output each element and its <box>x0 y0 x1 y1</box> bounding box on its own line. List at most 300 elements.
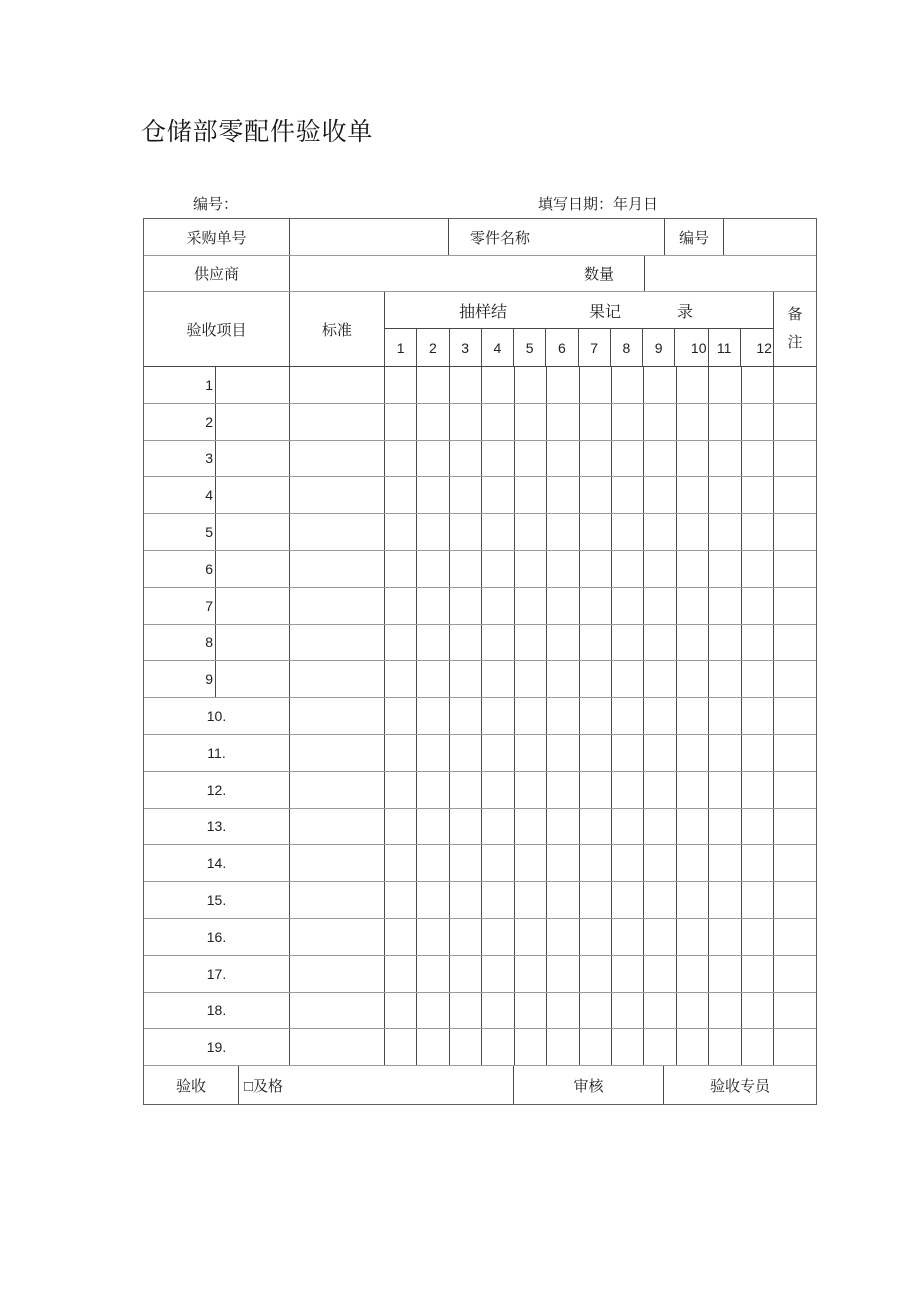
sample-result-cell[interactable] <box>611 735 643 771</box>
sample-result-cell[interactable] <box>708 735 740 771</box>
sample-result-cell[interactable] <box>741 477 773 513</box>
sample-result-cell[interactable] <box>741 551 773 587</box>
sample-result-cell[interactable] <box>579 772 611 808</box>
sample-result-cell[interactable] <box>385 772 416 808</box>
sample-result-cell[interactable] <box>643 956 675 992</box>
sample-result-cell[interactable] <box>449 993 481 1029</box>
remark-value-cell[interactable] <box>773 735 816 771</box>
pass-checkbox-cell[interactable] <box>238 1066 513 1104</box>
sample-result-cell[interactable] <box>416 882 448 918</box>
supplier-value-cell[interactable] <box>289 256 644 291</box>
sample-result-cell[interactable] <box>643 845 675 881</box>
item-name-cell[interactable] <box>215 661 289 697</box>
sample-result-cell[interactable] <box>481 588 513 624</box>
remark-value-cell[interactable] <box>773 882 816 918</box>
sample-result-cell[interactable] <box>449 919 481 955</box>
sample-result-cell[interactable] <box>676 772 708 808</box>
standard-value-cell[interactable] <box>289 919 384 955</box>
remark-value-cell[interactable] <box>773 661 816 697</box>
sample-result-cell[interactable] <box>579 1029 611 1065</box>
sample-result-cell[interactable] <box>416 514 448 550</box>
sample-result-cell[interactable] <box>481 882 513 918</box>
remark-value-cell[interactable] <box>773 845 816 881</box>
sample-result-cell[interactable] <box>676 845 708 881</box>
standard-value-cell[interactable] <box>289 772 384 808</box>
sample-result-cell[interactable] <box>385 735 416 771</box>
sample-result-cell[interactable] <box>643 625 675 661</box>
sample-result-cell[interactable] <box>514 1029 546 1065</box>
sample-result-cell[interactable] <box>676 625 708 661</box>
sample-result-cell[interactable] <box>676 514 708 550</box>
sample-result-cell[interactable] <box>643 809 675 845</box>
sample-col-header-3: 3 <box>449 329 481 366</box>
fill-date-label: 填写日期：年月日 <box>538 197 659 213</box>
sample-result-cell[interactable] <box>643 919 675 955</box>
sample-result-cell[interactable] <box>741 698 773 734</box>
sample-result-cell[interactable] <box>676 404 708 440</box>
sample-result-cell[interactable] <box>741 588 773 624</box>
sample-result-cell[interactable] <box>741 661 773 697</box>
sample-result-cell[interactable] <box>449 588 481 624</box>
sample-result-cell[interactable] <box>449 477 481 513</box>
sample-col-header-9: 9 <box>642 329 674 366</box>
sample-result-cell[interactable] <box>741 404 773 440</box>
sample-result-cell[interactable] <box>385 441 416 477</box>
sample-result-cell[interactable] <box>546 919 578 955</box>
pass-checkbox-option[interactable]: □及格 <box>244 1078 284 1095</box>
sample-result-cell[interactable] <box>741 367 773 403</box>
sample-result-cell[interactable] <box>514 441 546 477</box>
sample-result-cell[interactable] <box>579 661 611 697</box>
standard-value-cell[interactable] <box>289 367 384 403</box>
sample-result-cell[interactable] <box>643 551 675 587</box>
sample-result-cell[interactable] <box>579 514 611 550</box>
sample-result-cell[interactable] <box>514 735 546 771</box>
sample-result-cell[interactable] <box>579 441 611 477</box>
standard-value-cell[interactable] <box>289 882 384 918</box>
sample-result-cell[interactable] <box>708 845 740 881</box>
sample-result-cell[interactable] <box>643 588 675 624</box>
sample-result-cell[interactable] <box>676 441 708 477</box>
sample-result-cell[interactable] <box>708 477 740 513</box>
sample-result-cell[interactable] <box>385 625 416 661</box>
sample-result-cell[interactable] <box>643 772 675 808</box>
sample-result-cell[interactable] <box>546 993 578 1029</box>
sample-result-cell[interactable] <box>676 551 708 587</box>
standard-value-cell[interactable] <box>289 477 384 513</box>
sample-result-cell[interactable] <box>416 1029 448 1065</box>
sample-result-cell[interactable] <box>416 809 448 845</box>
sample-result-cell[interactable] <box>741 993 773 1029</box>
sample-result-cell[interactable] <box>579 845 611 881</box>
sample-result-cell[interactable] <box>514 882 546 918</box>
remark-value-cell[interactable] <box>773 514 816 550</box>
sample-result-cell[interactable] <box>416 625 448 661</box>
remark-value-cell[interactable] <box>773 1029 816 1065</box>
sample-result-cell[interactable] <box>611 993 643 1029</box>
sample-result-cell[interactable] <box>481 772 513 808</box>
sample-result-cell[interactable] <box>579 735 611 771</box>
standard-value-cell[interactable] <box>289 661 384 697</box>
sample-result-cell[interactable] <box>416 735 448 771</box>
sample-result-cell[interactable] <box>416 588 448 624</box>
standard-value-cell[interactable] <box>289 993 384 1029</box>
sample-result-cell[interactable] <box>546 441 578 477</box>
sample-result-cell[interactable] <box>708 698 740 734</box>
sample-result-cell[interactable] <box>481 514 513 550</box>
sample-result-cell[interactable] <box>546 956 578 992</box>
sample-result-cell[interactable] <box>514 956 546 992</box>
sample-result-cell[interactable] <box>708 441 740 477</box>
standard-value-cell[interactable] <box>289 404 384 440</box>
sample-result-cell[interactable] <box>385 514 416 550</box>
sample-result-cell[interactable] <box>546 882 578 918</box>
sample-result-cell[interactable] <box>481 956 513 992</box>
sample-result-cell[interactable] <box>385 404 416 440</box>
sample-result-cell[interactable] <box>514 367 546 403</box>
part-no-value-cell[interactable] <box>723 219 816 255</box>
sample-result-cell[interactable] <box>546 809 578 845</box>
sample-result-cell[interactable] <box>611 514 643 550</box>
sample-result-cell[interactable] <box>416 441 448 477</box>
item-row-3 <box>144 440 816 477</box>
sample-result-cell[interactable] <box>546 661 578 697</box>
sample-result-cell[interactable] <box>385 882 416 918</box>
remark-value-cell[interactable] <box>773 588 816 624</box>
item-name-cell[interactable] <box>215 477 289 513</box>
sample-result-cell[interactable] <box>514 772 546 808</box>
sample-result-cell[interactable] <box>546 1029 578 1065</box>
sample-result-cell[interactable] <box>514 625 546 661</box>
sample-result-cell[interactable] <box>514 661 546 697</box>
sample-result-cell[interactable] <box>546 772 578 808</box>
sample-result-cell[interactable] <box>643 404 675 440</box>
sample-result-cell[interactable] <box>579 588 611 624</box>
sample-result-cell[interactable] <box>741 919 773 955</box>
remark-value-cell[interactable] <box>773 772 816 808</box>
sample-result-cell[interactable] <box>514 514 546 550</box>
sample-result-cell[interactable] <box>643 441 675 477</box>
sample-result-cell[interactable] <box>449 367 481 403</box>
sample-result-cell[interactable] <box>385 367 416 403</box>
sample-result-cell[interactable] <box>449 845 481 881</box>
purchase-order-value-cell[interactable] <box>289 219 448 255</box>
sample-result-cell[interactable] <box>643 993 675 1029</box>
sample-result-cell[interactable] <box>611 477 643 513</box>
sample-result-cell[interactable] <box>676 882 708 918</box>
sample-result-cell[interactable] <box>676 956 708 992</box>
sample-result-cell[interactable] <box>643 735 675 771</box>
sample-result-cell[interactable] <box>611 1029 643 1065</box>
sample-result-cell[interactable] <box>385 809 416 845</box>
sample-result-cell[interactable] <box>416 367 448 403</box>
sample-result-cell[interactable] <box>416 919 448 955</box>
item-number-cell: 2 <box>205 413 213 430</box>
sample-result-cell[interactable] <box>741 1029 773 1065</box>
sample-result-cell[interactable] <box>546 367 578 403</box>
sample-result-cell[interactable] <box>514 993 546 1029</box>
sample-result-cell[interactable] <box>676 477 708 513</box>
sample-result-cell[interactable] <box>708 772 740 808</box>
sample-result-cell[interactable] <box>708 661 740 697</box>
sampling-record-header-group <box>384 292 773 366</box>
sample-result-cell[interactable] <box>611 588 643 624</box>
sample-result-cell[interactable] <box>514 809 546 845</box>
sample-result-cell[interactable] <box>611 698 643 734</box>
sample-result-cell[interactable] <box>611 956 643 992</box>
sample-result-cell[interactable] <box>611 809 643 845</box>
item-name-cell[interactable] <box>215 367 289 403</box>
sample-result-cell[interactable] <box>546 845 578 881</box>
standard-value-cell[interactable] <box>289 441 384 477</box>
item-number-cell: 11. <box>207 744 226 761</box>
sample-result-cell[interactable] <box>546 588 578 624</box>
sample-result-cell[interactable] <box>708 514 740 550</box>
sample-result-cell[interactable] <box>481 625 513 661</box>
sample-results-group <box>384 735 773 771</box>
sample-result-cell[interactable] <box>643 661 675 697</box>
sample-result-cell[interactable] <box>741 772 773 808</box>
sample-result-cell[interactable] <box>546 735 578 771</box>
item-name-cell[interactable] <box>215 404 289 440</box>
sample-result-cell[interactable] <box>385 1029 416 1065</box>
sample-result-cell[interactable] <box>708 809 740 845</box>
table-header-row <box>144 291 816 366</box>
standard-value-cell[interactable] <box>289 845 384 881</box>
sample-result-cell[interactable] <box>449 698 481 734</box>
sample-result-cell[interactable] <box>416 661 448 697</box>
sample-result-cell[interactable] <box>579 404 611 440</box>
sample-result-cell[interactable] <box>741 441 773 477</box>
sample-result-cell[interactable] <box>676 661 708 697</box>
sample-result-cell[interactable] <box>579 477 611 513</box>
standard-value-cell[interactable] <box>289 514 384 550</box>
sample-result-cell[interactable] <box>741 625 773 661</box>
sample-result-cell[interactable] <box>481 698 513 734</box>
sample-result-cell[interactable] <box>546 625 578 661</box>
sample-result-cell[interactable] <box>708 588 740 624</box>
sample-result-cell[interactable] <box>481 477 513 513</box>
remark-value-cell[interactable] <box>773 698 816 734</box>
sample-result-cell[interactable] <box>546 551 578 587</box>
info-row-1 <box>144 219 816 255</box>
sample-result-cell[interactable] <box>676 367 708 403</box>
standard-value-cell[interactable] <box>289 1029 384 1065</box>
standard-value-cell[interactable] <box>289 956 384 992</box>
sample-result-cell[interactable] <box>416 477 448 513</box>
remark-value-cell[interactable] <box>773 404 816 440</box>
sample-result-cell[interactable] <box>385 588 416 624</box>
sample-result-cell[interactable] <box>385 919 416 955</box>
sample-result-cell[interactable] <box>416 956 448 992</box>
sample-result-cell[interactable] <box>741 956 773 992</box>
sample-result-cell[interactable] <box>481 1029 513 1065</box>
standard-value-cell[interactable] <box>289 625 384 661</box>
remark-value-cell[interactable] <box>773 956 816 992</box>
sample-result-cell[interactable] <box>579 956 611 992</box>
sample-result-cell[interactable] <box>385 477 416 513</box>
standard-value-cell[interactable] <box>289 551 384 587</box>
sample-result-cell[interactable] <box>579 993 611 1029</box>
standard-value-cell[interactable] <box>289 735 384 771</box>
sample-result-cell[interactable] <box>676 993 708 1029</box>
item-name-cell[interactable] <box>215 441 289 477</box>
sample-result-cell[interactable] <box>708 551 740 587</box>
sample-result-cell[interactable] <box>449 661 481 697</box>
standard-value-cell[interactable] <box>289 809 384 845</box>
sample-result-cell[interactable] <box>579 882 611 918</box>
item-number-cell: 9 <box>205 671 213 688</box>
quantity-value-cell[interactable] <box>644 256 816 291</box>
sample-result-cell[interactable] <box>514 588 546 624</box>
sample-result-cell[interactable] <box>481 735 513 771</box>
sample-result-cell[interactable] <box>708 367 740 403</box>
sample-result-cell[interactable] <box>514 404 546 440</box>
item-number-cell: 15. <box>206 892 227 909</box>
remark-value-cell[interactable] <box>773 919 816 955</box>
sample-result-cell[interactable] <box>611 661 643 697</box>
sample-result-cell[interactable] <box>579 625 611 661</box>
sample-result-cell[interactable] <box>449 441 481 477</box>
sample-result-cell[interactable] <box>449 809 481 845</box>
sample-result-cell[interactable] <box>676 698 708 734</box>
sample-result-cell[interactable] <box>514 551 546 587</box>
sample-result-cell[interactable] <box>676 735 708 771</box>
sample-result-cell[interactable] <box>449 551 481 587</box>
sample-result-cell[interactable] <box>481 661 513 697</box>
sample-result-cell[interactable] <box>741 514 773 550</box>
sample-result-cell[interactable] <box>449 735 481 771</box>
remark-value-cell[interactable] <box>773 551 816 587</box>
remark-value-cell[interactable] <box>773 809 816 845</box>
sample-result-cell[interactable] <box>611 551 643 587</box>
sample-result-cell[interactable] <box>579 551 611 587</box>
sample-result-cell[interactable] <box>708 956 740 992</box>
sample-result-cell[interactable] <box>579 809 611 845</box>
remark-value-cell[interactable] <box>773 477 816 513</box>
remark-value-cell[interactable] <box>773 993 816 1029</box>
sample-result-cell[interactable] <box>449 1029 481 1065</box>
sample-result-cell[interactable] <box>643 882 675 918</box>
part-name-label-cell[interactable] <box>448 219 664 255</box>
sample-result-cell[interactable] <box>611 845 643 881</box>
standard-value-cell[interactable] <box>289 588 384 624</box>
sample-result-cell[interactable] <box>385 698 416 734</box>
sample-result-cell[interactable] <box>611 772 643 808</box>
remark-value-cell[interactable] <box>773 367 816 403</box>
sample-result-cell[interactable] <box>481 809 513 845</box>
sample-result-cell[interactable] <box>741 845 773 881</box>
sample-result-cell[interactable] <box>611 625 643 661</box>
sample-result-cell[interactable] <box>579 367 611 403</box>
sample-result-cell[interactable] <box>385 661 416 697</box>
remark-value-cell[interactable] <box>773 441 816 477</box>
sample-result-cell[interactable] <box>708 993 740 1029</box>
sample-result-cell[interactable] <box>416 993 448 1029</box>
sample-result-cell[interactable] <box>643 1029 675 1065</box>
sample-result-cell[interactable] <box>385 551 416 587</box>
sample-result-cell[interactable] <box>514 919 546 955</box>
item-name-cell[interactable] <box>215 551 289 587</box>
sample-result-cell[interactable] <box>416 698 448 734</box>
sample-result-cell[interactable] <box>385 993 416 1029</box>
item-name-cell[interactable] <box>215 588 289 624</box>
sample-result-cell[interactable] <box>546 698 578 734</box>
sample-result-cell[interactable] <box>676 919 708 955</box>
sample-result-cell[interactable] <box>481 919 513 955</box>
standard-value-cell[interactable] <box>289 698 384 734</box>
sample-result-cell[interactable] <box>514 698 546 734</box>
sample-result-cell[interactable] <box>449 514 481 550</box>
sample-result-cell[interactable] <box>449 772 481 808</box>
sample-results-group <box>384 882 773 918</box>
sample-result-cell[interactable] <box>449 404 481 440</box>
sample-result-cell[interactable] <box>449 882 481 918</box>
sample-results-group <box>384 441 773 477</box>
remark-value-cell[interactable] <box>773 625 816 661</box>
sample-result-cell[interactable] <box>643 367 675 403</box>
sample-result-cell[interactable] <box>514 845 546 881</box>
sample-results-group <box>384 588 773 624</box>
sample-result-cell[interactable] <box>481 404 513 440</box>
sample-result-cell[interactable] <box>449 956 481 992</box>
sample-result-cell[interactable] <box>449 625 481 661</box>
sample-result-cell[interactable] <box>643 477 675 513</box>
sample-result-cell[interactable] <box>481 551 513 587</box>
sample-result-cell[interactable] <box>481 367 513 403</box>
sample-result-cell[interactable] <box>708 882 740 918</box>
sample-result-cell[interactable] <box>611 882 643 918</box>
sample-result-cell[interactable] <box>579 919 611 955</box>
sample-result-cell[interactable] <box>416 772 448 808</box>
sample-result-cell[interactable] <box>643 698 675 734</box>
sample-result-cell[interactable] <box>741 735 773 771</box>
sample-result-cell[interactable] <box>579 698 611 734</box>
item-number-cell: 4 <box>205 487 213 504</box>
sample-result-cell[interactable] <box>741 882 773 918</box>
sample-result-cell[interactable] <box>708 404 740 440</box>
sample-result-cell[interactable] <box>708 625 740 661</box>
sample-result-cell[interactable] <box>546 514 578 550</box>
item-name-cell[interactable] <box>215 514 289 550</box>
sample-result-cell[interactable] <box>643 514 675 550</box>
item-name-cell[interactable] <box>215 625 289 661</box>
sample-result-cell[interactable] <box>676 809 708 845</box>
sample-result-cell[interactable] <box>611 404 643 440</box>
sample-result-cell[interactable] <box>481 441 513 477</box>
sample-result-cell[interactable] <box>611 441 643 477</box>
sample-result-cell[interactable] <box>546 477 578 513</box>
sample-result-cell[interactable] <box>611 919 643 955</box>
sample-result-cell[interactable] <box>676 588 708 624</box>
sample-col-header-4: 4 <box>481 329 513 366</box>
sample-result-cell[interactable] <box>416 845 448 881</box>
sample-result-cell[interactable] <box>481 993 513 1029</box>
sample-result-cell[interactable] <box>708 1029 740 1065</box>
review-label: 审核 <box>513 1066 663 1104</box>
sample-result-cell[interactable] <box>385 845 416 881</box>
sample-result-cell[interactable] <box>416 551 448 587</box>
sample-result-cell[interactable] <box>546 404 578 440</box>
sample-result-cell[interactable] <box>708 919 740 955</box>
sample-result-cell[interactable] <box>481 845 513 881</box>
sample-result-cell[interactable] <box>416 404 448 440</box>
sample-result-cell[interactable] <box>741 809 773 845</box>
sample-result-cell[interactable] <box>385 956 416 992</box>
sample-result-cell[interactable] <box>611 367 643 403</box>
sample-result-cell[interactable] <box>514 477 546 513</box>
sample-result-cell[interactable] <box>676 1029 708 1065</box>
